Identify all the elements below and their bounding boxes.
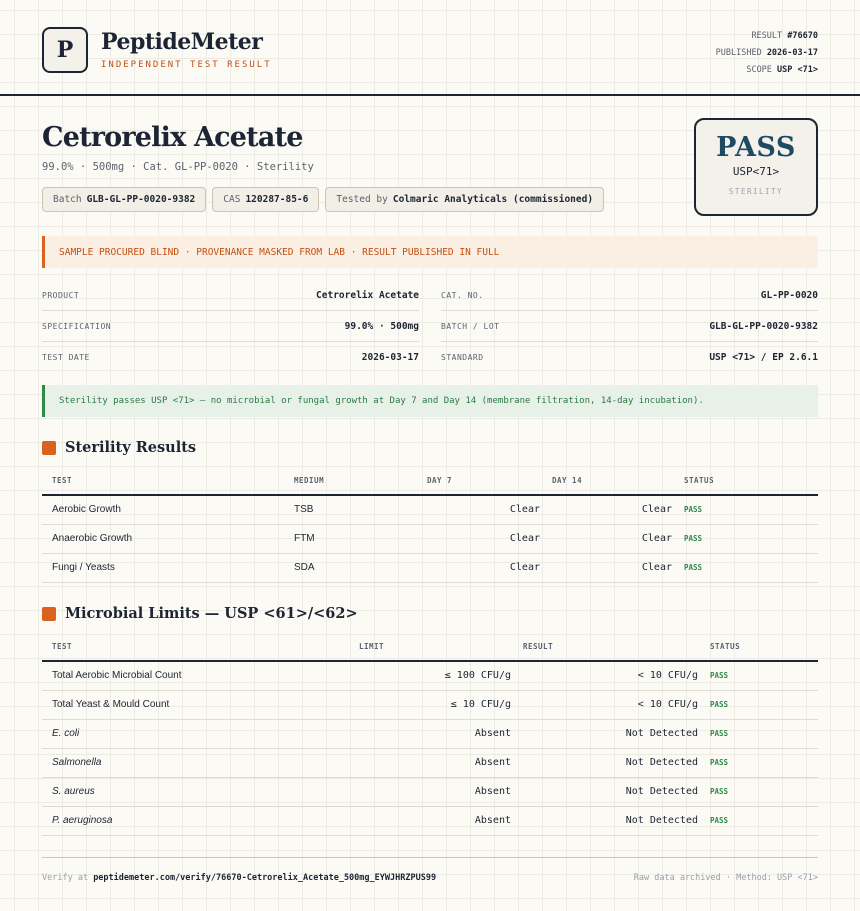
status-badge: PASS [710,690,818,719]
product-title: Cetrorelix Acetate [42,122,303,153]
chip-cas-label: CAS [223,194,241,205]
info-catno-label: CAT. NO. [441,290,484,300]
info-catno-value: GL-PP-0020 [760,289,818,301]
cell-test: Aerobic Growth [42,495,294,524]
cell-result: < 10 CFU/g [523,661,710,690]
meta-result-value: #76670 [787,31,818,41]
status-badge: PASS [684,553,818,582]
cell-day7: Clear [427,524,552,553]
verdict-word: PASS [716,132,796,163]
info-standard-label: STANDARD [441,353,484,362]
table-row [42,661,818,690]
sterility-section-heading [42,439,196,456]
status-badge: PASS [710,748,818,777]
verify-link[interactable]: peptidemeter.com/verify/76670-Cetrorelix_Acetate_500mg_EYWJHRZPUS99 [93,873,437,883]
chip-batch-label: Batch [53,194,82,205]
footer-verify [42,873,436,883]
col-header-day7: DAY 7 [427,466,552,495]
status-badge: PASS [710,806,818,835]
cell-limit: ≤ 100 CFU/g [349,661,523,690]
info-batch-value: GLB-GL-PP-0020-9382 [709,320,818,332]
verdict-stamp [694,118,818,216]
cell-test: Anaerobic Growth [42,524,294,553]
info-date [42,342,419,373]
report-header [0,0,860,96]
meta-result-label: RESULT [751,31,783,41]
section-marker-icon [42,607,56,621]
cell-medium: SDA [294,553,427,582]
info-batch-label: BATCH / LOT [441,321,500,331]
info-date-value: 2026-03-17 [361,352,419,363]
meta-scope-label: SCOPE [746,65,772,75]
cell-limit: Absent [349,719,523,748]
info-grid [42,280,818,373]
col-header-result: RESULT [523,632,710,661]
cell-result: Not Detected [523,806,710,835]
status-badge: PASS [710,661,818,690]
meta-published-value: 2026-03-17 [766,48,818,58]
cell-result: Not Detected [523,748,710,777]
table-row [42,524,818,553]
cell-test: Total Yeast & Mould Count [42,690,349,719]
cell-test: E. coli [42,719,349,748]
chip-batch [42,187,206,212]
cell-limit: Absent [349,806,523,835]
meta-scope [716,62,818,79]
col-header-status: STATUS [684,466,818,495]
info-product [42,280,419,311]
product-chips [42,187,604,212]
cell-test: Salmonella [42,748,349,777]
cell-day7: Clear [427,553,552,582]
col-header-limit: LIMIT [349,632,523,661]
info-product-label: PRODUCT [42,290,80,300]
info-catno [441,280,818,311]
info-standard [441,342,818,373]
chip-cas [212,187,319,212]
status-badge: PASS [684,495,818,524]
chip-tested-by-label: Tested by [336,194,388,205]
table-row [42,806,818,835]
chip-cas-value: 120287-85-6 [245,194,309,205]
verdict-scope: STERILITY [728,187,784,196]
cell-test: P. aeruginosa [42,806,349,835]
blind-notice: SAMPLE PROCURED BLIND · PROVENANCE MASKED FROM LAB · RESULT PUBLISHED IN FULL [42,236,818,268]
table-header-row [42,632,818,661]
verdict-standard: USP<71> [732,165,780,178]
cell-result: < 10 CFU/g [523,690,710,719]
info-date-label: TEST DATE [42,353,90,362]
section-marker-icon [42,441,56,455]
cell-day14: Clear [552,495,684,524]
cell-day14: Clear [552,553,684,582]
cell-test: Fungi / Yeasts [42,553,294,582]
cell-medium: FTM [294,524,427,553]
footer-archive-note: Raw data archived · Method: USP <71> [633,873,818,883]
col-header-test: TEST [42,632,349,661]
brand-tagline: INDEPENDENT TEST RESULT [101,60,272,70]
cell-day14: Clear [552,524,684,553]
info-standard-value: USP <71> / EP 2.6.1 [709,352,818,363]
status-badge: PASS [710,777,818,806]
status-badge: PASS [710,719,818,748]
table-row [42,719,818,748]
sterility-title: Sterility Results [65,439,197,456]
cell-limit: Absent [349,777,523,806]
report-meta [716,28,818,79]
brand-name: PeptideMeter [101,29,263,55]
cell-day7: Clear [427,495,552,524]
table-row [42,495,818,524]
cell-result: Not Detected [523,719,710,748]
meta-result [716,28,818,45]
info-spec-value: 99.0% · 500mg [344,320,419,332]
cell-test: Total Aerobic Microbial Count [42,661,349,690]
sterility-table [42,466,818,583]
product-subtitle: 99.0% · 500mg · Cat. GL-PP-0020 · Sterility [42,161,314,173]
col-header-test: TEST [42,466,294,495]
brand-logo: P [42,27,88,73]
microbial-table [42,632,818,836]
cell-result: Not Detected [523,777,710,806]
chip-batch-value: GLB-GL-PP-0020-9382 [86,194,196,205]
info-spec-label: SPECIFICATION [42,321,112,331]
col-header-status: STATUS [710,632,818,661]
cell-limit: Absent [349,748,523,777]
table-row [42,777,818,806]
info-spec [42,311,419,342]
info-batch [441,311,818,342]
cell-test: S. aureus [42,777,349,806]
footer-divider [42,857,818,858]
microbial-title: Microbial Limits — USP <61>/<62> [65,605,358,622]
summary-note: Sterility passes USP <71> — no microbial or fungal growth at Day 7 and Day 14 (membrane filtration, 14-day incubation). [42,385,818,417]
status-badge: PASS [684,524,818,553]
table-header-row [42,466,818,495]
meta-published-label: PUBLISHED [715,48,762,58]
meta-scope-value: USP <71> [777,65,818,75]
table-row [42,553,818,582]
table-row [42,690,818,719]
meta-published [716,45,818,62]
cell-medium: TSB [294,495,427,524]
info-row [42,342,818,373]
chip-tested-by [325,187,604,212]
table-row [42,748,818,777]
col-header-medium: MEDIUM [294,466,427,495]
chip-tested-by-value: Colmaric Analyticals (commissioned) [392,194,594,205]
info-row [42,280,818,311]
microbial-section-heading [42,605,358,622]
info-row [42,311,818,342]
info-product-value: Cetrorelix Acetate [316,289,419,301]
col-header-day14: DAY 14 [552,466,684,495]
cell-limit: ≤ 10 CFU/g [349,690,523,719]
footer-verify-prefix: Verify at [42,873,89,883]
